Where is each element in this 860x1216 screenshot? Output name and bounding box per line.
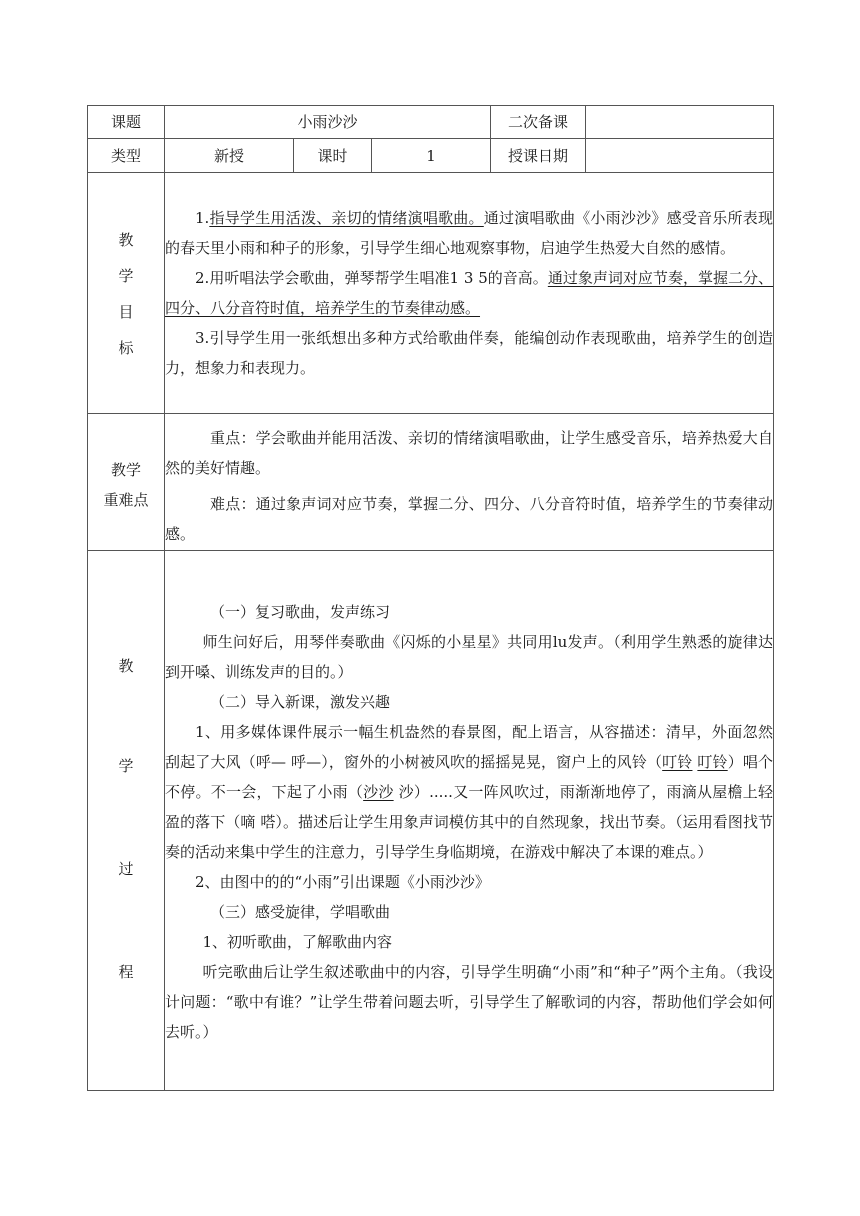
process-label-char: 过 [118, 860, 134, 878]
section-3-title: （三）感受旋律，学唱歌曲 [210, 902, 391, 921]
section-2-paragraph-1 [165, 717, 773, 867]
topic-row [88, 106, 774, 139]
goal-1-text: 通过演唱歌曲《小雨沙沙》感受音乐所表现的春天里小雨和种子的形象，引导学生细心地观察事物，启迪学生热爱大自然的感情。 [165, 209, 774, 257]
section-2-text-c: 沙）.....又一阵风吹过，雨渐渐地停了，雨滴从屋檐上轻盈的落下（嘀 嗒）。描述后让学生用象声词模仿其中的自然现象，找出节奏。（运用看图找节奏的活动来集中学生的注意力，引导学生身临期境，在游戏中解决了本课的难点。） [165, 782, 774, 861]
topic-value: 小雨沙沙 [165, 106, 491, 139]
section-3-text: 听完歌曲后让学生叙述歌曲中的内容，引导学生明确“小雨”和“种子”两个主角。（我设计问题：“歌中有谁？”让学生带着问题去听，引导学生了解歌词的内容，帮助他们学会如何去听。） [165, 962, 774, 1041]
key-points-label [88, 414, 165, 551]
section-3-subtitle: 1、初听歌曲，了解歌曲内容 [202, 932, 393, 951]
section-2-text-b: ）唱个不停。不一会，下起了小雨（ [165, 752, 773, 801]
goals-label-char: 标 [118, 339, 134, 357]
section-1-title: （一）复习歌曲，发声练习 [210, 602, 391, 621]
type-value: 新授 [165, 139, 294, 173]
onomatopoeia-dingling: 叮铃 [662, 752, 693, 771]
date-value [586, 139, 774, 173]
goal-2-emphasis: 通过象声词对应节奏，掌握二分、四分、八分音符时值，培养学生的节奏律动感。 [165, 269, 774, 317]
process-label-char: 学 [118, 757, 134, 775]
section-1-text: 师生问好后，用琴伴奏歌曲《闪烁的小星星》共同用lu发声。（利用学生熟悉的旋律达到开嗓、训练发声的目的。） [165, 632, 774, 681]
process-label-char: 教 [118, 657, 134, 675]
type-label: 类型 [88, 139, 165, 173]
process-content [165, 551, 774, 1091]
key-points-content [165, 414, 774, 551]
difficult-point: 难点：通过象声词对应节奏，掌握二分、四分、八分音符时值，培养学生的节奏律动感。 [165, 495, 774, 543]
section-2-title: （二）导入新课，激发兴趣 [210, 692, 391, 711]
goal-2-text: 2.用听唱法学会歌曲，弹琴帮学生唱准1 3 5的音高。 [195, 269, 548, 287]
section-2-text-a: 1、用多媒体课件展示一幅生机盎然的春景图，配上语言，从容描述：清早，外面忽然刮起了大风（呼— 呼—），窗外的小树被风吹的摇摇晃晃，窗户上的风铃（ [165, 722, 774, 771]
onomatopoeia-shasha: 沙沙 [363, 782, 394, 801]
key-points-label-line: 教学 [110, 461, 141, 479]
goals-label [88, 173, 165, 414]
key-point: 重点：学会歌曲并能用活泼、亲切的情绪演唱歌曲，让学生感受音乐，培养热爱大自然的美好情趣。 [165, 429, 774, 477]
goals-label-char: 学 [118, 267, 134, 285]
goal-1 [165, 203, 773, 263]
goals-row [88, 173, 774, 414]
type-row [88, 139, 774, 173]
second-prep-label: 二次备课 [491, 106, 586, 139]
period-label: 课时 [294, 139, 372, 173]
goals-content [165, 173, 774, 414]
period-value: 1 [372, 139, 491, 173]
process-row [88, 551, 774, 1091]
second-prep-value [586, 106, 774, 139]
key-points-label-line: 重难点 [103, 491, 149, 509]
goal-3: 3.引导学生用一张纸想出多种方式给歌曲伴奏，能编创动作表现歌曲，培养学生的创造力，想象力和表现力。 [165, 329, 774, 377]
key-points-row [88, 414, 774, 551]
goal-1-number: 1. [195, 209, 210, 227]
onomatopoeia-dingling: 叮铃 [697, 752, 728, 771]
section-2-paragraph-2: 2、由图中的的“小雨”引出课题《小雨沙沙》 [195, 872, 490, 891]
topic-label: 课题 [88, 106, 165, 139]
process-label [88, 551, 165, 1091]
goal-1-emphasis: 指导学生用活泼、亲切的情绪演唱歌曲。 [209, 209, 484, 227]
goals-label-char: 目 [118, 303, 134, 321]
date-label: 授课日期 [491, 139, 586, 173]
goal-2 [165, 263, 773, 323]
goals-label-char: 教 [118, 231, 134, 249]
lesson-plan-table [87, 105, 774, 1091]
process-label-char: 程 [118, 963, 134, 981]
